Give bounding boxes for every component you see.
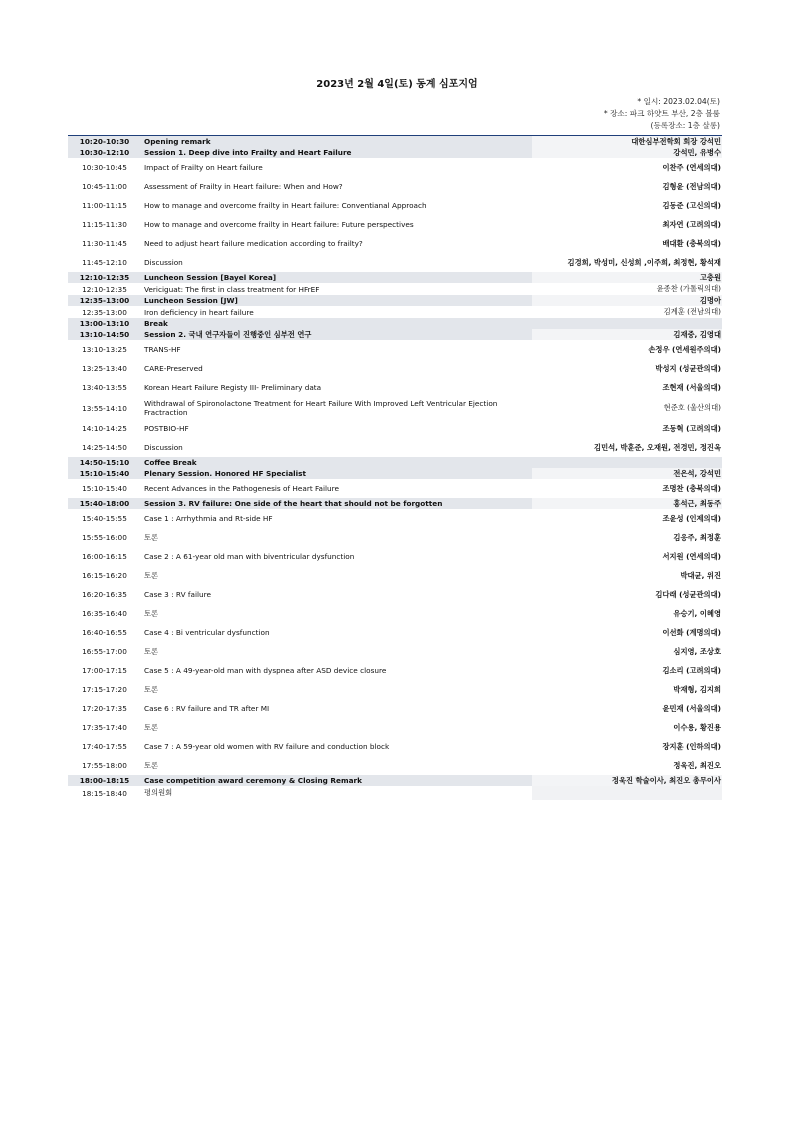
speaker-cell: 조현재 (서울의대) (662, 382, 721, 392)
program-row (68, 737, 722, 756)
time-cell: 17:00-17:15 (82, 666, 127, 675)
topic-cell: How to manage and overcome frailty in Heart failure: Future perspectives (144, 220, 414, 229)
time-cell: 10:45-11:00 (82, 182, 127, 191)
topic-cell: 토론 (144, 760, 159, 770)
time-cell: 13:40-13:55 (82, 383, 127, 392)
program-row (68, 283, 722, 295)
program-row (68, 419, 722, 438)
time-cell: 14:50-15:10 (68, 457, 141, 468)
time-cell: 15:40-18:00 (68, 498, 141, 509)
program-row (68, 547, 722, 566)
topic-cell: Case 2 : A 61-year old man with biventricular dysfunction (144, 552, 355, 561)
time-cell: 15:10-15:40 (82, 484, 127, 493)
program-row (68, 786, 722, 800)
speaker-cell: 김재중, 김영대 (532, 329, 722, 340)
topic-cell: Case 3 : RV failure (144, 590, 211, 599)
speaker-cell: 박재형, 김지희 (673, 684, 721, 694)
time-cell: 17:15-17:20 (82, 685, 127, 694)
time-cell: 16:55-17:00 (82, 647, 127, 656)
speaker-cell: 고충원 (532, 272, 722, 283)
time-cell: 15:40-15:55 (82, 514, 127, 523)
time-cell: 12:35-13:00 (82, 307, 127, 317)
topic-cell: Luncheon Session [JW] (141, 295, 532, 306)
program-row (68, 177, 722, 196)
session-row (68, 775, 722, 786)
speaker-cell (532, 318, 722, 329)
speaker-cell: 손정우 (연세원주의대) (648, 344, 721, 354)
speaker-cell (532, 457, 722, 468)
time-cell: 13:10-13:25 (82, 345, 127, 354)
time-cell: 13:25-13:40 (82, 364, 127, 373)
topic-cell: Session 3. RV failure: One side of the heart that should not be forgotten (141, 498, 532, 509)
speaker-cell: 최자연 (고려의대) (662, 219, 721, 229)
time-cell: 18:15-18:40 (82, 788, 127, 798)
speaker-cell: 조동혁 (고려의대) (662, 423, 721, 433)
time-cell: 12:10-12:35 (68, 272, 141, 283)
speaker-cell: 박성지 (성균관의대) (655, 363, 721, 373)
program-row (68, 196, 722, 215)
program-row (68, 566, 722, 585)
speaker-cell: 배대환 (충북의대) (662, 238, 721, 248)
time-cell: 13:10-14:50 (68, 329, 141, 340)
speaker-cell: 현준호 (울산의대) (663, 403, 721, 412)
speaker-cell: 정욱진, 최진오 (673, 760, 721, 770)
session-row (68, 147, 722, 158)
time-cell: 16:15-16:20 (82, 571, 127, 580)
time-cell: 16:40-16:55 (82, 628, 127, 637)
program-row (68, 623, 722, 642)
program-row (68, 234, 722, 253)
program-row (68, 438, 722, 457)
topic-cell: 토론 (144, 532, 159, 542)
topic-cell: Impact of Frailty on Heart failure (144, 163, 263, 172)
event-place: * 장소: 파크 하얏트 부산, 2층 볼룸 (603, 109, 720, 118)
time-cell: 17:55-18:00 (82, 761, 127, 770)
speaker-cell: 김경희, 박성미, 신성희 ,이주희, 최정현, 황석재 (567, 257, 721, 267)
speaker-cell: 홍석근, 최동주 (532, 498, 722, 509)
topic-cell: Luncheon Session [Bayel Korea] (141, 272, 532, 283)
speaker-cell: 대한심부전학회 회장 강석민 (532, 136, 722, 148)
speaker-cell: 강석민, 유병수 (532, 147, 722, 158)
program-row (68, 340, 722, 359)
topic-cell: Session 1. Deep dive into Frailty and Heart Failure (141, 147, 532, 158)
program-row (68, 306, 722, 318)
topic-cell: CARE-Preserved (144, 364, 203, 373)
program-row (68, 509, 722, 528)
time-cell: 10:30-12:10 (68, 147, 141, 158)
speaker-cell: 김형윤 (전남의대) (662, 181, 721, 191)
time-cell: 11:00-11:15 (82, 201, 127, 210)
topic-cell: TRANS-HF (144, 345, 181, 354)
session-row (68, 136, 722, 148)
time-cell: 15:55-16:00 (82, 533, 127, 542)
topic-cell: 토론 (144, 684, 159, 694)
topic-cell: Session 2. 국내 연구자들이 진행중인 심부전 연구 (141, 329, 532, 340)
speaker-cell: 이선화 (계명의대) (662, 627, 721, 637)
program-row (68, 604, 722, 623)
session-row (68, 329, 722, 340)
topic-cell: Case 7 : A 59-year old women with RV failure and conduction block (144, 742, 390, 751)
speaker-cell: 조명찬 (충북의대) (662, 483, 721, 493)
topic-cell: POSTBIO-HF (144, 424, 189, 433)
topic-cell: Case 6 : RV failure and TR after MI (144, 704, 270, 713)
program-row (68, 359, 722, 378)
topic-cell: Withdrawal of Spironolactone Treatment for Heart Failure With Improved Left Ventricular Ejection Fractraction (144, 399, 498, 417)
topic-cell: Break (141, 318, 532, 329)
program-row (68, 756, 722, 775)
topic-cell: 토론 (144, 570, 159, 580)
topic-cell: 평의원회 (144, 788, 173, 797)
speaker-cell: 정욱진 학술이사, 최진오 총무이사 (532, 775, 722, 786)
program-row (68, 479, 722, 498)
time-cell: 15:10-15:40 (68, 468, 141, 479)
program-row (68, 215, 722, 234)
speaker-cell: 전은석, 강석민 (532, 468, 722, 479)
speaker-cell: 김계훈 (전남의대) (663, 307, 721, 316)
time-cell: 14:10-14:25 (82, 424, 127, 433)
topic-cell: How to manage and overcome frailty in Heart failure: Conventianal Approach (144, 201, 427, 210)
topic-cell: Need to adjust heart failure medication according to frailty? (144, 239, 363, 248)
speaker-cell: 장지훈 (인하의대) (662, 741, 721, 751)
program-row (68, 699, 722, 718)
session-row (68, 468, 722, 479)
speaker-cell: 유승기, 이혜영 (673, 608, 721, 618)
topic-cell: Discussion (144, 258, 183, 267)
time-cell: 16:20-16:35 (82, 590, 127, 599)
topic-cell: Opening remark (141, 136, 532, 148)
time-cell: 11:30-11:45 (82, 239, 127, 248)
speaker-cell: 윤종찬 (가톨릭의대) (656, 284, 721, 293)
session-row (68, 318, 722, 329)
topic-cell: Coffee Break (141, 457, 532, 468)
topic-cell: Recent Advances in the Pathogenesis of Heart Failure (144, 484, 340, 493)
topic-cell: Vericiguat: The first in class treatment for HFrEF (144, 284, 320, 294)
topic-cell: Korean Heart Failure Registy III- Preliminary data (144, 383, 322, 392)
speaker-cell: 김민석, 박훈준, 오재원, 전경민, 정진옥 (594, 442, 721, 452)
speaker-cell: 조윤성 (인제의대) (662, 513, 721, 523)
time-cell: 12:35-13:00 (68, 295, 141, 306)
program-row (68, 680, 722, 699)
schedule-table (68, 135, 722, 800)
topic-cell: Case 5 : A 49-year-old man with dyspnea after ASD device closure (144, 666, 387, 675)
time-cell: 18:00-18:15 (68, 775, 141, 786)
topic-cell: 토론 (144, 646, 159, 656)
program-row (68, 661, 722, 680)
time-cell: 11:45-12:10 (82, 258, 127, 267)
time-cell: 11:15-11:30 (82, 220, 127, 229)
time-cell: 13:55-14:10 (82, 403, 127, 413)
time-cell: 13:00-13:10 (68, 318, 141, 329)
program-row (68, 253, 722, 272)
topic-cell: 토론 (144, 722, 159, 732)
speaker-cell: 이찬주 (연세의대) (662, 162, 721, 172)
event-info (604, 96, 720, 132)
program-row (68, 378, 722, 397)
speaker-cell: 박대균, 위진 (680, 570, 721, 580)
speaker-cell: 김다래 (성균관의대) (655, 589, 721, 599)
time-cell: 17:35-17:40 (82, 723, 127, 732)
session-row (68, 272, 722, 283)
session-row (68, 498, 722, 509)
speaker-cell: 이수용, 황진용 (673, 722, 721, 732)
time-cell: 14:25-14:50 (82, 443, 127, 452)
topic-cell: Assessment of Frailty in Heart failure: When and How? (144, 182, 343, 191)
topic-cell: Case competition award ceremony & Closing Remark (141, 775, 532, 786)
speaker-cell: 김명아 (532, 295, 722, 306)
program-row (68, 397, 722, 419)
speaker-cell: 김동준 (고신의대) (662, 200, 721, 210)
speaker-cell: 김소리 (고려의대) (662, 665, 721, 675)
event-registration: (등록장소: 1층 살롱) (650, 121, 720, 130)
speaker-cell: 서지원 (연세의대) (662, 551, 721, 561)
session-row (68, 457, 722, 468)
topic-cell: Case 1 : Arrhythmia and Rt-side HF (144, 514, 273, 523)
program-row (68, 718, 722, 737)
topic-cell: Plenary Session. Honored HF Specialist (141, 468, 532, 479)
topic-cell: Iron deficiency in heart failure (144, 307, 254, 317)
time-cell: 10:20-10:30 (68, 136, 141, 148)
time-cell: 17:40-17:55 (82, 742, 127, 751)
topic-cell: Discussion (144, 443, 183, 452)
speaker-cell: 김응주, 최정훈 (673, 532, 721, 542)
topic-cell: Case 4 : Bi ventricular dysfunction (144, 628, 270, 637)
program-row (68, 528, 722, 547)
time-cell: 12:10-12:35 (82, 284, 127, 294)
time-cell: 10:30-10:45 (82, 163, 127, 172)
time-cell: 17:20-17:35 (82, 704, 127, 713)
event-date: * 일시: 2023.02.04(토) (637, 97, 720, 106)
program-row (68, 642, 722, 661)
page-title: 2023년 2월 4일(토) 동계 심포지엄 (316, 79, 478, 90)
speaker-cell: 심지영, 조상호 (673, 646, 721, 656)
speaker-cell: 윤민재 (서울의대) (662, 703, 721, 713)
session-row (68, 295, 722, 306)
time-cell: 16:00-16:15 (82, 552, 127, 561)
schedule-body (68, 136, 722, 801)
time-cell: 16:35-16:40 (82, 609, 127, 618)
program-row (68, 158, 722, 177)
topic-cell: 토론 (144, 608, 159, 618)
speaker-cell (532, 786, 722, 800)
program-row (68, 585, 722, 604)
